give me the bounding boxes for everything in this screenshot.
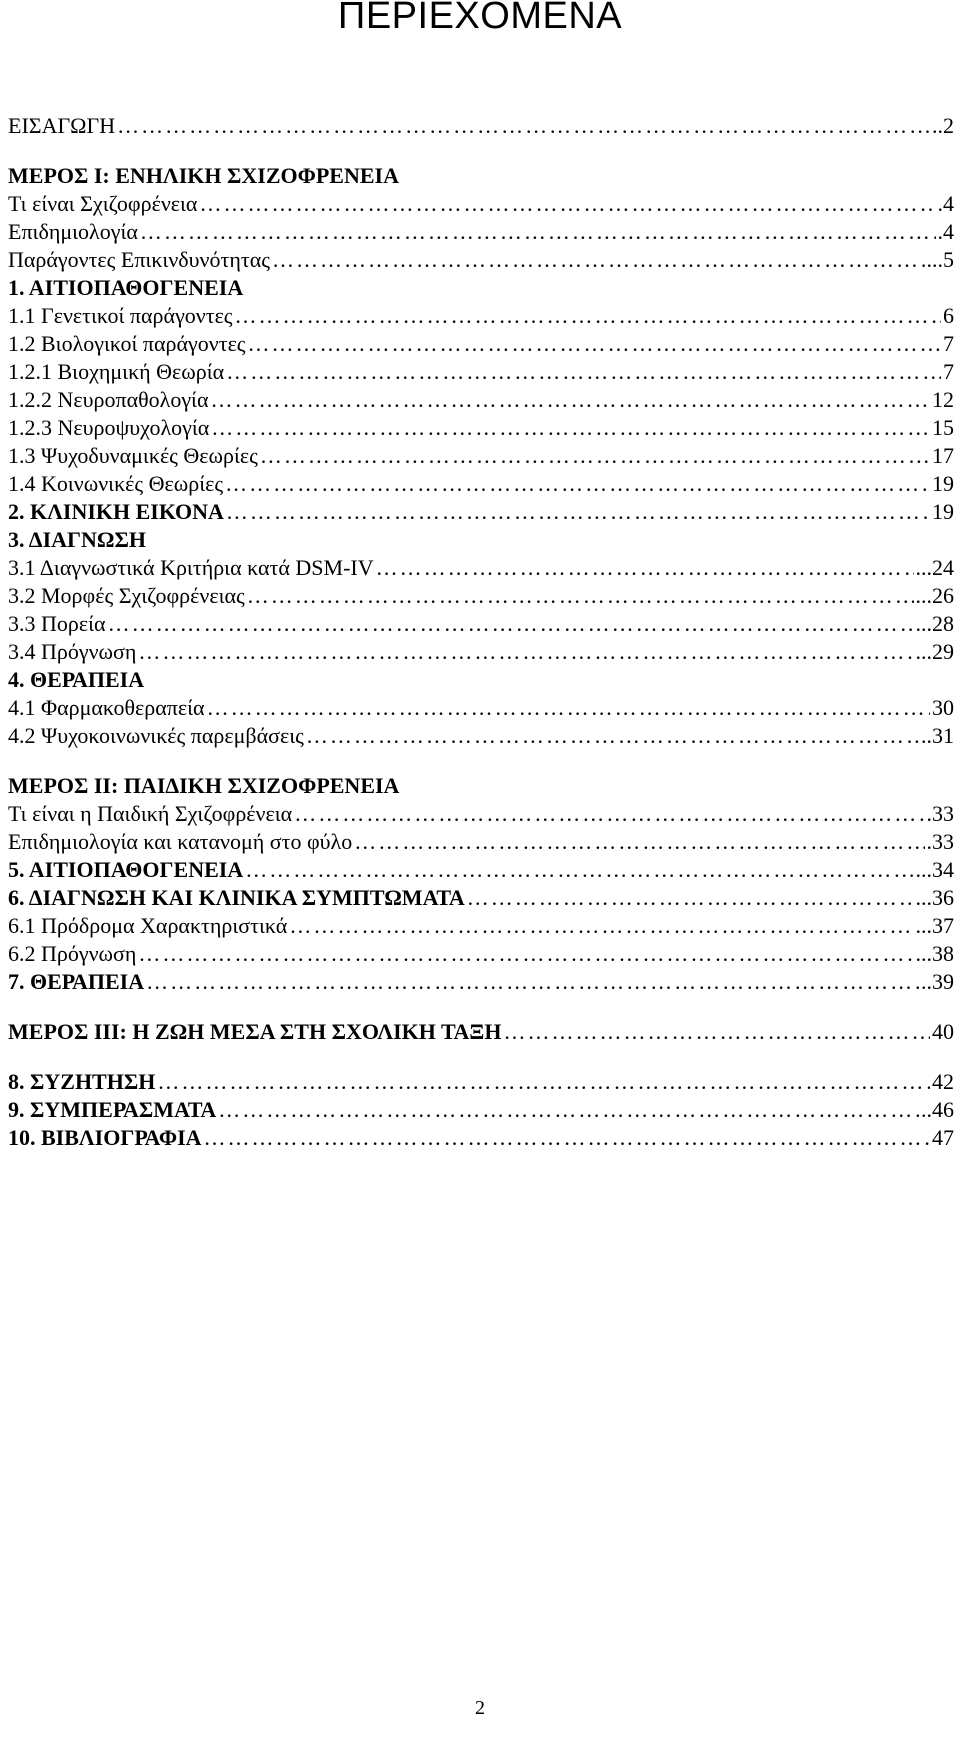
dot-leader: [503, 1018, 930, 1046]
toc-entry[interactable]: [8, 940, 954, 968]
dot-leader: [140, 218, 936, 246]
toc-entry[interactable]: [8, 912, 954, 940]
part-2-heading: [8, 772, 954, 800]
toc-entry-label: 1.1 Γενετικοί παράγοντες: [8, 303, 233, 328]
dot-leader: [199, 190, 935, 218]
toc-chapter-heading[interactable]: [8, 856, 954, 884]
toc-entry-label: 7. ΘΕΡΑΠΕΙΑ: [8, 969, 145, 994]
toc-entry-label: 3.4 Πρόγνωση: [8, 639, 137, 664]
toc-entry-label: 9. ΣΥΜΠΕΡΑΣΜΑΤΑ: [8, 1097, 217, 1122]
toc-entry-page: ...36: [915, 885, 954, 910]
toc-entry[interactable]: [8, 828, 954, 856]
toc-entry-label: 6. ΔΙΑΓΝΩΣΗ ΚΑΙ ΚΛΙΝΙΚΑ ΣΥΜΠΤΩΜΑΤΑ: [8, 885, 465, 910]
toc-entry-label: 3. ΔΙΑΓΝΩΣΗ: [8, 527, 147, 552]
toc-entry[interactable]: [8, 246, 954, 274]
toc-entry-label: ΕΙΣΑΓΩΓΗ: [8, 113, 116, 138]
dot-leader: [245, 856, 913, 884]
toc-chapter-heading[interactable]: [8, 498, 954, 526]
toc-entry-label: 3.3 Πορεία: [8, 611, 106, 636]
dot-leader: [211, 414, 930, 442]
dot-leader: [226, 498, 930, 526]
part-3-heading[interactable]: [8, 1018, 954, 1046]
toc-entry-page: ..39: [921, 969, 954, 994]
toc-entry-page: 19: [932, 499, 954, 524]
toc-entry-label: 1.2 Βιολογικοί παράγοντες: [8, 331, 246, 356]
toc-entry[interactable]: [8, 470, 954, 498]
toc-entry-page: 12: [932, 387, 954, 412]
dot-leader: [207, 694, 930, 722]
toc-entry-label: 1.2.1 Βιοχημική Θεωρία: [8, 359, 225, 384]
dot-leader: [272, 246, 925, 274]
toc-entry-label: 2. ΚΛΙΝΙΚΗ ΕΙΚΟΝΑ: [8, 499, 224, 524]
toc-chapter-heading[interactable]: [8, 884, 954, 912]
toc-entry-page: ...37: [915, 913, 954, 938]
dot-leader: [306, 722, 919, 750]
dot-leader: [260, 442, 930, 470]
toc-entry-label: Παράγοντες Επικινδυνότητας: [8, 247, 270, 272]
toc-entry[interactable]: [8, 638, 954, 666]
toc-entry[interactable]: [8, 694, 954, 722]
toc-entry-page: 15: [932, 415, 954, 440]
dot-leader: [204, 1124, 930, 1152]
dot-leader: [138, 638, 913, 666]
toc-entry[interactable]: [8, 800, 954, 828]
toc-entry-page: ..46: [921, 1097, 954, 1122]
dot-leader: [146, 968, 919, 996]
toc-entry-label: Επιδημιολογία και κατανομή στο φύλο: [8, 829, 353, 854]
toc-entry[interactable]: [8, 386, 954, 414]
toc-entry-page: ...28: [915, 611, 954, 636]
toc-entry[interactable]: [8, 722, 954, 750]
toc-entry-page: .4: [937, 191, 954, 216]
toc-entry-intro[interactable]: [8, 112, 954, 140]
dot-leader: [211, 386, 930, 414]
toc-entry-label: 1.2.2 Νευροπαθολογία: [8, 387, 209, 412]
toc-chapter-heading[interactable]: [8, 1096, 954, 1124]
toc-entry-label: 1.3 Ψυχοδυναμικές Θεωρίες: [8, 443, 258, 468]
toc-entry[interactable]: [8, 218, 954, 246]
toc-entry[interactable]: [8, 190, 954, 218]
toc-entry-page: ..2: [932, 113, 954, 138]
toc-entry[interactable]: [8, 358, 954, 386]
dot-leader: [218, 1096, 919, 1124]
toc-entry-page: 40: [932, 1019, 954, 1044]
part-1-heading: [8, 162, 954, 190]
toc-entry[interactable]: [8, 554, 954, 582]
toc-entry[interactable]: [8, 610, 954, 638]
toc-entry-page: ..31: [921, 723, 954, 748]
dot-leader: [247, 582, 914, 610]
toc-entry-page: 17: [932, 443, 954, 468]
toc-chapter-heading[interactable]: [8, 666, 954, 694]
toc-entry-label: 6.2 Πρόγνωση: [8, 941, 137, 966]
toc-entry-page: ...24: [915, 555, 954, 580]
toc-entry[interactable]: [8, 582, 954, 610]
toc-entry-label: 5. ΑΙΤΙΟΠΑΘΟΓΕΝΕΙΑ: [8, 857, 244, 882]
toc-entry-label: ΜΕΡΟΣ ΙΙΙ: Η ΖΩΗ ΜΕΣΑ ΣΤΗ ΣΧΟΛΙΚΗ ΤΑΞΗ: [8, 1019, 502, 1044]
dot-leader: [108, 610, 914, 638]
toc-entry[interactable]: [8, 442, 954, 470]
toc-entry-label: 6.1 Πρόδρομα Χαρακτηριστικά: [8, 913, 288, 938]
dot-leader: [467, 884, 914, 912]
toc-entry-label: Τι είναι η Παιδική Σχιζοφρένεια: [8, 801, 293, 826]
toc-entry-page: 47: [932, 1125, 954, 1150]
toc-entry[interactable]: [8, 302, 954, 330]
toc-entry-label: Τι είναι Σχιζοφρένεια: [8, 191, 198, 216]
dot-leader: [226, 358, 941, 386]
toc-entry-page: 7: [943, 359, 954, 384]
toc-entry-page: .33: [926, 801, 954, 826]
dot-leader: [235, 302, 941, 330]
toc-entry-label: 1.2.3 Νευροψυχολογία: [8, 415, 210, 440]
toc-entry-page: 6: [943, 303, 954, 328]
toc-entry-label: 3.2 Μορφές Σχιζοφρένειας: [8, 583, 245, 608]
toc-entry-page: .4: [937, 219, 954, 244]
toc-entry-label: 4. ΘΕΡΑΠΕΙΑ: [8, 667, 145, 692]
dot-leader: [117, 112, 930, 140]
dot-leader: [138, 940, 913, 968]
page-title: ΠΕΡΙΕΧΟΜΕΝΑ: [337, 0, 623, 37]
toc-entry-label: 4.2 Ψυχοκοινωνικές παρεμβάσεις: [8, 723, 304, 748]
toc-entry-label: 4.1 Φαρμακοθεραπεία: [8, 695, 205, 720]
toc-entry-label: 3.1 Διαγνωστικά Κριτήρια κατά DSM-IV: [8, 555, 374, 580]
toc-entry-label: Επιδημιολογία: [8, 219, 138, 244]
dot-leader: [376, 554, 914, 582]
toc-entry-label: 1. ΑΙΤΙΟΠΑΘΟΓΕΝΕΙΑ: [8, 275, 244, 300]
toc-entry-page: ...5: [926, 247, 954, 272]
toc-chapter-heading[interactable]: [8, 1068, 954, 1096]
toc-entry-page: 42: [932, 1069, 954, 1094]
toc-chapter-heading[interactable]: [8, 1124, 954, 1152]
toc-entry-page: 19: [932, 471, 954, 496]
toc-entry-label: 8. ΣΥΖΗΤΗΣΗ: [8, 1069, 156, 1094]
dot-leader: [248, 330, 941, 358]
dot-leader: [354, 828, 924, 856]
toc-entry-page: ...26: [915, 583, 954, 608]
toc-entry[interactable]: [8, 414, 954, 442]
dot-leader: [289, 912, 913, 940]
dot-leader: [157, 1068, 930, 1096]
dot-leader: [225, 470, 930, 498]
section-title: ΜΕΡΟΣ Ι: ΕΝΗΛΙΚΗ ΣΧΙΖΟΦΡΕΝΕΙΑ: [8, 163, 399, 188]
page-number: 2: [475, 1697, 485, 1719]
table-of-contents: [8, 112, 954, 1152]
toc-entry-page: .33: [926, 829, 954, 854]
toc-entry-page: ...38: [915, 941, 954, 966]
toc-entry-page: ...34: [915, 857, 954, 882]
toc-entry-page: ...29: [915, 639, 954, 664]
toc-entry-page: 30: [932, 695, 954, 720]
dot-leader: [294, 800, 924, 828]
toc-chapter-heading[interactable]: [8, 968, 954, 996]
section-title: ΜΕΡΟΣ ΙΙ: ΠΑΙΔΙΚΗ ΣΧΙΖΟΦΡΕΝΕΙΑ: [8, 773, 400, 798]
toc-entry-page: 7: [943, 331, 954, 356]
toc-entry-label: 1.4 Κοινωνικές Θεωρίες: [8, 471, 224, 496]
toc-chapter-heading[interactable]: [8, 526, 954, 554]
toc-entry-label: 10. ΒΙΒΛΙΟΓΡΑΦΙΑ: [8, 1125, 202, 1150]
toc-chapter-heading[interactable]: [8, 274, 954, 302]
toc-entry[interactable]: [8, 330, 954, 358]
